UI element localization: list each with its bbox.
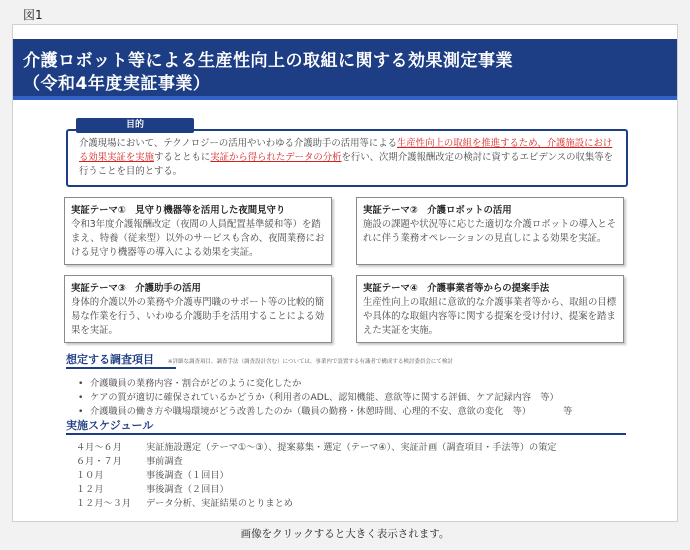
purpose-text-highlight: 生産性向上の取組を推進するため、介護施設における効果実証を実施 <box>79 138 613 163</box>
table-row <box>76 483 656 497</box>
purpose-text-part: するとともに <box>154 152 211 163</box>
purpose-text-part: 介護現場において、テクノロジーの活用やいわゆる介護助手の活用等による <box>79 138 398 149</box>
schedule-list <box>76 441 656 511</box>
theme-box-2 <box>356 197 624 265</box>
figure-image[interactable] <box>12 24 678 522</box>
theme-title: 実証テーマ① 見守り機器等を活用した夜間見守り <box>71 205 286 216</box>
title-line-2: （令和4年度実証事業） <box>23 74 211 94</box>
theme-body: 生産性向上の取組に意欲的な介護事業者等から、取組の目標や具体的な取組内容等に関する提案を受け付け、提案を踏まえた実証を実施。 <box>363 297 617 336</box>
theme-box-3 <box>64 275 332 343</box>
schedule-period: １２月～３月 <box>76 498 132 509</box>
schedule-period: １０月 <box>76 470 104 481</box>
figure-label: 図1 <box>23 8 43 22</box>
table-row <box>76 441 656 455</box>
table-row <box>76 469 656 483</box>
theme-body: 身体的介護以外の業務や介護専門職のサポート等の比較的簡易な作業を行う、いわゆる介護助手を活用することによる効果を実証。 <box>71 297 325 336</box>
schedule-task: 実証施設選定（テーマ①～③）、提案募集・選定（テーマ④）、実証計画（調査項目・手法等）の策定 <box>146 442 557 453</box>
image-caption: 画像をクリックすると大きく表示されます。 <box>240 528 450 540</box>
theme-box-4 <box>356 275 624 343</box>
survey-note: ※詳細な調査項目、調査手法（調査設計含む）については、事業内で設置する有識者で構成する検討委員会にて検討 <box>167 359 453 365</box>
survey-list <box>76 377 656 419</box>
purpose-text-highlight: 実証から得られたデータの分析 <box>210 152 342 163</box>
survey-section-title <box>66 351 453 367</box>
schedule-section-title <box>66 417 153 433</box>
purpose-label: 目的 <box>76 118 194 133</box>
theme-title: 実証テーマ③ 介護助手の活用 <box>71 283 201 294</box>
list-item: • ケアの質が適切に確保されているかどうか（利用者のADL、認知機能、意欲等に関する評価、ケア記録内容 等） <box>76 391 656 405</box>
schedule-period: １２月 <box>76 484 104 495</box>
table-row <box>76 497 656 511</box>
purpose-text-part: を行い、次期介護報酬改定の検討に資するエビデンスの収集等を行うことを目的とする。 <box>79 152 613 177</box>
purpose-text <box>79 137 615 179</box>
theme-title: 実証テーマ④ 介護事業者等からの提案手法 <box>363 283 550 294</box>
schedule-period: ４月～６月 <box>76 442 122 453</box>
title-banner <box>13 39 677 100</box>
schedule-task: 事前調査 <box>146 456 183 467</box>
survey-underline <box>66 367 176 369</box>
schedule-period: ６月・７月 <box>76 456 122 467</box>
theme-body: 令和3年度介護報酬改定（夜間の人員配置基準緩和等）を踏まえ、特養（従来型）以外のサービスも含め、夜間業務における見守り機器等の導入による効果を実証。 <box>71 219 325 258</box>
survey-title: 想定する調査項目 <box>66 353 154 366</box>
list-item: • 介護職員の業務内容・割合がどのように変化したか <box>76 377 656 391</box>
table-row <box>76 455 656 469</box>
theme-box-1 <box>64 197 332 265</box>
theme-title: 実証テーマ② 介護ロボットの活用 <box>363 205 512 216</box>
schedule-title: 実施スケジュール <box>66 419 154 432</box>
title-line-1: 介護ロボット等による生産性向上の取組に関する効果測定事業 <box>23 51 513 71</box>
theme-body: 施設の課題や状況等に応じた適切な介護ロボットの導入とそれに伴う業務オペレーションの見直しによる効果を実証。 <box>363 219 617 244</box>
schedule-task: データ分析、実証結果のとりまとめ <box>146 498 293 509</box>
schedule-task: 事後調査（１回目） <box>146 470 229 481</box>
schedule-underline <box>66 433 626 435</box>
list-item: • 介護職員の働き方や職場環境がどう改善したのか（職員の勤務・休憩時間、心理的不安、意欲の変化 等） 等 <box>76 405 656 419</box>
schedule-task: 事後調査（２回目） <box>146 484 229 495</box>
